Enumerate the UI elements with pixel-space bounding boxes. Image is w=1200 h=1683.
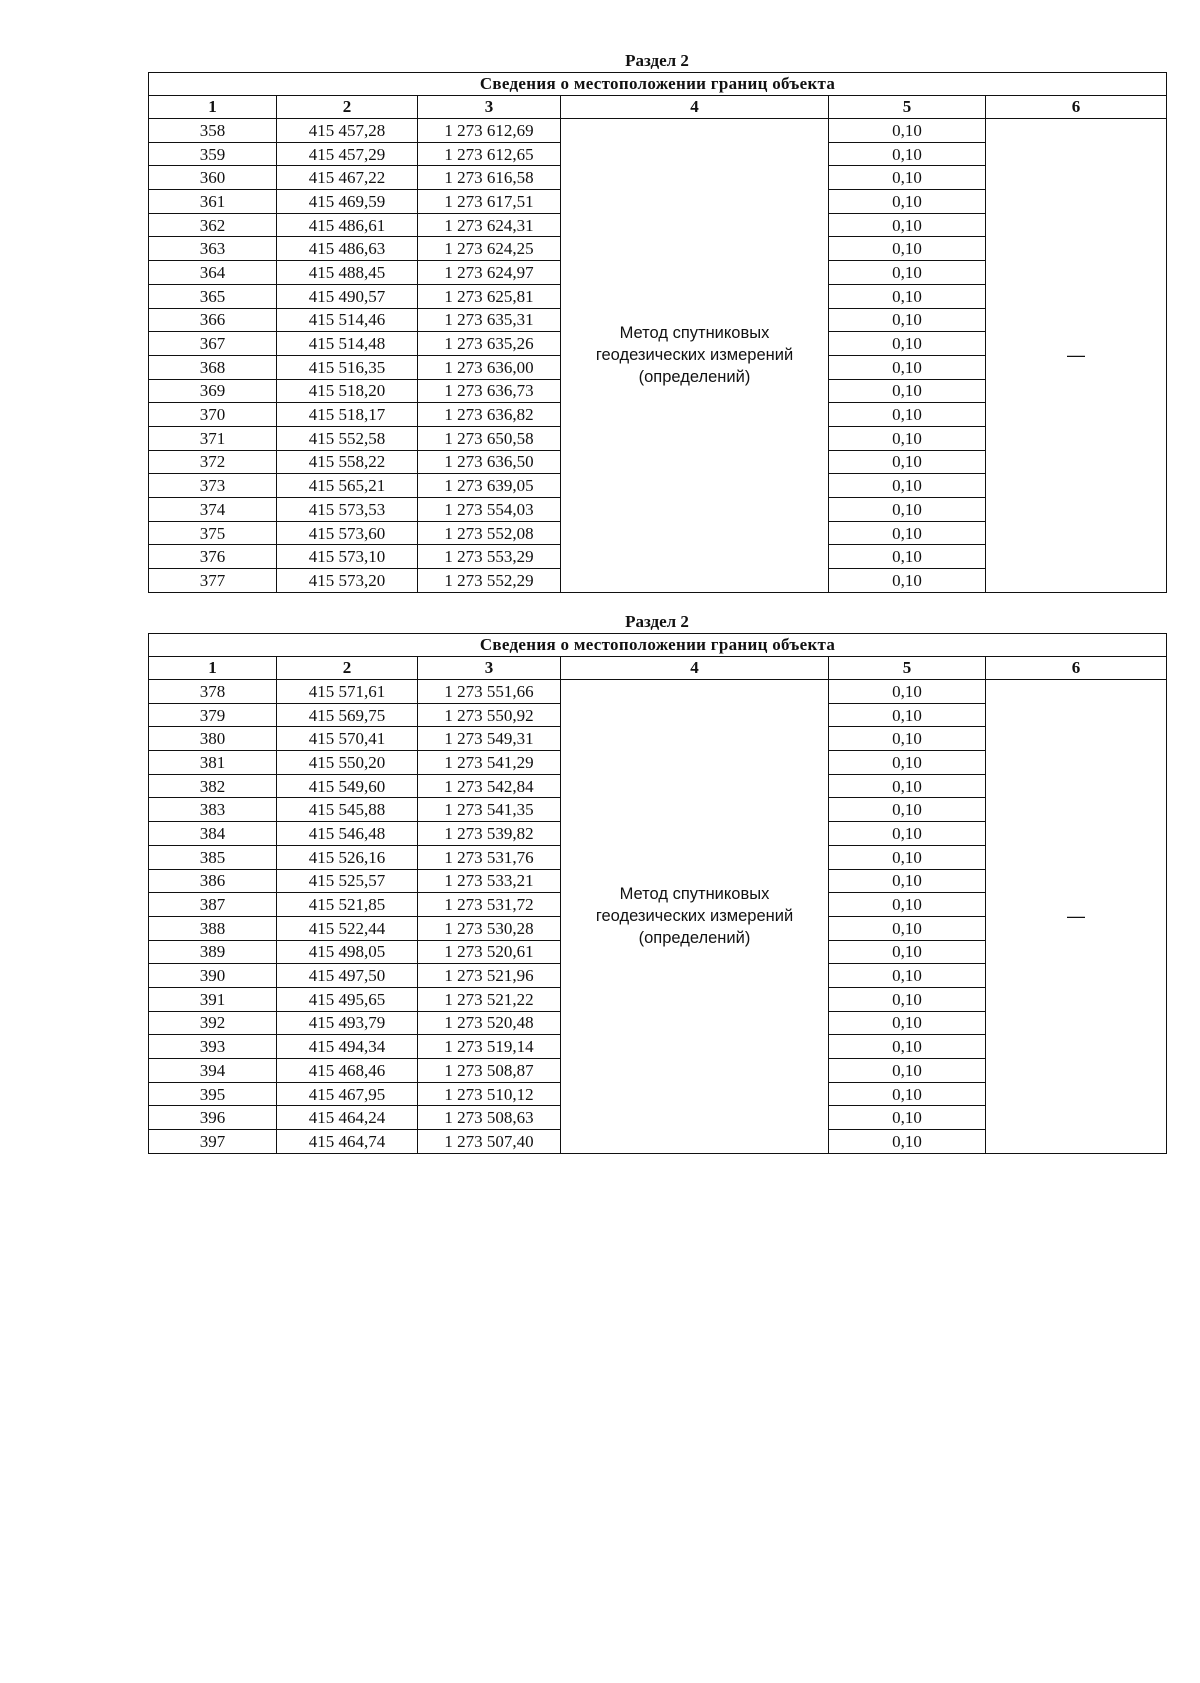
point-number-cell: 389 [149, 940, 277, 964]
accuracy-cell: 0,10 [829, 379, 986, 403]
x-coordinate-cell: 415 468,46 [277, 1059, 418, 1083]
column-number-6: 6 [986, 96, 1167, 119]
method-text-line: геодезических измерений [595, 346, 794, 365]
x-coordinate-cell: 415 494,34 [277, 1035, 418, 1059]
x-coordinate-cell: 415 490,57 [277, 284, 418, 308]
x-coordinate-cell: 415 488,45 [277, 261, 418, 285]
x-coordinate-cell: 415 518,17 [277, 403, 418, 427]
table-body [149, 680, 1167, 1154]
point-number-cell: 371 [149, 426, 277, 450]
point-number-cell: 387 [149, 893, 277, 917]
method-cell [561, 680, 829, 1154]
x-coordinate-cell: 415 464,74 [277, 1130, 418, 1154]
y-coordinate-cell: 1 273 520,61 [418, 940, 561, 964]
column-number-4: 4 [561, 96, 829, 119]
y-coordinate-cell: 1 273 636,50 [418, 450, 561, 474]
accuracy-cell: 0,10 [829, 166, 986, 190]
section-2 [148, 611, 1166, 1154]
boundary-table [148, 633, 1167, 1154]
y-coordinate-cell: 1 273 636,82 [418, 403, 561, 427]
accuracy-cell: 0,10 [829, 1106, 986, 1130]
accuracy-cell: 0,10 [829, 869, 986, 893]
y-coordinate-cell: 1 273 510,12 [418, 1082, 561, 1106]
accuracy-cell: 0,10 [829, 498, 986, 522]
x-coordinate-cell: 415 549,60 [277, 774, 418, 798]
column-number-3: 3 [418, 657, 561, 680]
y-coordinate-cell: 1 273 554,03 [418, 498, 561, 522]
point-number-cell: 376 [149, 545, 277, 569]
point-number-cell: 360 [149, 166, 277, 190]
accuracy-cell: 0,10 [829, 751, 986, 775]
point-number-cell: 396 [149, 1106, 277, 1130]
accuracy-cell: 0,10 [829, 190, 986, 214]
accuracy-cell: 0,10 [829, 1082, 986, 1106]
column-number-4: 4 [561, 657, 829, 680]
accuracy-cell: 0,10 [829, 237, 986, 261]
accuracy-cell: 0,10 [829, 284, 986, 308]
x-coordinate-cell: 415 552,58 [277, 426, 418, 450]
table-row [149, 119, 1167, 143]
point-number-cell: 390 [149, 964, 277, 988]
accuracy-cell: 0,10 [829, 940, 986, 964]
accuracy-cell: 0,10 [829, 119, 986, 143]
point-number-cell: 395 [149, 1082, 277, 1106]
x-coordinate-cell: 415 573,10 [277, 545, 418, 569]
method-text-line: Метод спутниковых [619, 885, 770, 904]
accuracy-cell: 0,10 [829, 1059, 986, 1083]
y-coordinate-cell: 1 273 541,29 [418, 751, 561, 775]
point-number-cell: 384 [149, 822, 277, 846]
y-coordinate-cell: 1 273 508,87 [418, 1059, 561, 1083]
y-coordinate-cell: 1 273 635,26 [418, 332, 561, 356]
y-coordinate-cell: 1 273 552,08 [418, 521, 561, 545]
accuracy-cell: 0,10 [829, 727, 986, 751]
y-coordinate-cell: 1 273 531,76 [418, 845, 561, 869]
x-coordinate-cell: 415 495,65 [277, 987, 418, 1011]
y-coordinate-cell: 1 273 553,29 [418, 545, 561, 569]
y-coordinate-cell: 1 273 551,66 [418, 680, 561, 704]
point-number-cell: 379 [149, 703, 277, 727]
column-number-5: 5 [829, 657, 986, 680]
y-coordinate-cell: 1 273 616,58 [418, 166, 561, 190]
accuracy-cell: 0,10 [829, 845, 986, 869]
accuracy-cell: 0,10 [829, 1011, 986, 1035]
method-text-line: (определений) [638, 929, 751, 948]
x-coordinate-cell: 415 569,75 [277, 703, 418, 727]
y-coordinate-cell: 1 273 542,84 [418, 774, 561, 798]
y-coordinate-cell: 1 273 507,40 [418, 1130, 561, 1154]
column-number-5: 5 [829, 96, 986, 119]
point-number-cell: 383 [149, 798, 277, 822]
y-coordinate-cell: 1 273 612,65 [418, 142, 561, 166]
x-coordinate-cell: 415 522,44 [277, 916, 418, 940]
x-coordinate-cell: 415 550,20 [277, 751, 418, 775]
column-number-row [149, 657, 1167, 680]
accuracy-cell: 0,10 [829, 426, 986, 450]
column-number-1: 1 [149, 657, 277, 680]
point-number-cell: 393 [149, 1035, 277, 1059]
point-number-cell: 366 [149, 308, 277, 332]
point-number-cell: 386 [149, 869, 277, 893]
x-coordinate-cell: 415 525,57 [277, 869, 418, 893]
column-number-6: 6 [986, 657, 1167, 680]
x-coordinate-cell: 415 516,35 [277, 355, 418, 379]
x-coordinate-cell: 415 518,20 [277, 379, 418, 403]
section-title: Раздел 2 [625, 51, 689, 70]
accuracy-cell: 0,10 [829, 987, 986, 1011]
method-text-line: (определений) [638, 368, 751, 387]
y-coordinate-cell: 1 273 533,21 [418, 869, 561, 893]
y-coordinate-cell: 1 273 625,81 [418, 284, 561, 308]
accuracy-cell: 0,10 [829, 964, 986, 988]
x-coordinate-cell: 415 558,22 [277, 450, 418, 474]
y-coordinate-cell: 1 273 521,96 [418, 964, 561, 988]
x-coordinate-cell: 415 565,21 [277, 474, 418, 498]
x-coordinate-cell: 415 493,79 [277, 1011, 418, 1035]
y-coordinate-cell: 1 273 539,82 [418, 822, 561, 846]
table-caption: Сведения о местоположении границ объекта [149, 634, 1167, 657]
point-number-cell: 392 [149, 1011, 277, 1035]
point-number-cell: 372 [149, 450, 277, 474]
x-coordinate-cell: 415 573,53 [277, 498, 418, 522]
accuracy-cell: 0,10 [829, 142, 986, 166]
column-number-3: 3 [418, 96, 561, 119]
point-number-cell: 378 [149, 680, 277, 704]
point-number-cell: 375 [149, 521, 277, 545]
point-number-cell: 394 [149, 1059, 277, 1083]
accuracy-cell: 0,10 [829, 798, 986, 822]
x-coordinate-cell: 415 521,85 [277, 893, 418, 917]
method-text-line: Метод спутниковых [619, 324, 770, 343]
y-coordinate-cell: 1 273 650,58 [418, 426, 561, 450]
y-coordinate-cell: 1 273 531,72 [418, 893, 561, 917]
accuracy-cell: 0,10 [829, 916, 986, 940]
y-coordinate-cell: 1 273 541,35 [418, 798, 561, 822]
x-coordinate-cell: 415 546,48 [277, 822, 418, 846]
y-coordinate-cell: 1 273 612,69 [418, 119, 561, 143]
column-number-row [149, 96, 1167, 119]
x-coordinate-cell: 415 573,20 [277, 569, 418, 593]
y-coordinate-cell: 1 273 508,63 [418, 1106, 561, 1130]
point-number-cell: 370 [149, 403, 277, 427]
accuracy-cell: 0,10 [829, 332, 986, 356]
y-coordinate-cell: 1 273 636,73 [418, 379, 561, 403]
accuracy-cell: 0,10 [829, 521, 986, 545]
accuracy-cell: 0,10 [829, 355, 986, 379]
y-coordinate-cell: 1 273 519,14 [418, 1035, 561, 1059]
accuracy-cell: 0,10 [829, 213, 986, 237]
x-coordinate-cell: 415 545,88 [277, 798, 418, 822]
accuracy-cell: 0,10 [829, 261, 986, 285]
method-text-line: геодезических измерений [595, 907, 794, 926]
point-number-cell: 369 [149, 379, 277, 403]
accuracy-cell: 0,10 [829, 450, 986, 474]
y-coordinate-cell: 1 273 549,31 [418, 727, 561, 751]
accuracy-cell: 0,10 [829, 680, 986, 704]
y-coordinate-cell: 1 273 521,22 [418, 987, 561, 1011]
accuracy-cell: 0,10 [829, 545, 986, 569]
point-number-cell: 365 [149, 284, 277, 308]
accuracy-cell: 0,10 [829, 774, 986, 798]
x-coordinate-cell: 415 467,95 [277, 1082, 418, 1106]
x-coordinate-cell: 415 457,29 [277, 142, 418, 166]
point-number-cell: 381 [149, 751, 277, 775]
x-coordinate-cell: 415 497,50 [277, 964, 418, 988]
x-coordinate-cell: 415 570,41 [277, 727, 418, 751]
y-coordinate-cell: 1 273 636,00 [418, 355, 561, 379]
table-body [149, 119, 1167, 593]
accuracy-cell: 0,10 [829, 822, 986, 846]
y-coordinate-cell: 1 273 520,48 [418, 1011, 561, 1035]
column-number-1: 1 [149, 96, 277, 119]
boundary-table [148, 72, 1167, 593]
x-coordinate-cell: 415 457,28 [277, 119, 418, 143]
point-number-cell: 359 [149, 142, 277, 166]
point-number-cell: 373 [149, 474, 277, 498]
point-number-cell: 380 [149, 727, 277, 751]
y-coordinate-cell: 1 273 552,29 [418, 569, 561, 593]
accuracy-cell: 0,10 [829, 1035, 986, 1059]
y-coordinate-cell: 1 273 617,51 [418, 190, 561, 214]
point-number-cell: 363 [149, 237, 277, 261]
y-coordinate-cell: 1 273 624,25 [418, 237, 561, 261]
point-number-cell: 367 [149, 332, 277, 356]
point-number-cell: 397 [149, 1130, 277, 1154]
point-number-cell: 377 [149, 569, 277, 593]
point-number-cell: 358 [149, 119, 277, 143]
point-number-cell: 368 [149, 355, 277, 379]
column-6-cell: — [986, 680, 1167, 1154]
accuracy-cell: 0,10 [829, 569, 986, 593]
table-caption: Сведения о местоположении границ объекта [149, 73, 1167, 96]
accuracy-cell: 0,10 [829, 893, 986, 917]
point-number-cell: 385 [149, 845, 277, 869]
x-coordinate-cell: 415 464,24 [277, 1106, 418, 1130]
section-title: Раздел 2 [625, 612, 689, 631]
point-number-cell: 391 [149, 987, 277, 1011]
x-coordinate-cell: 415 571,61 [277, 680, 418, 704]
accuracy-cell: 0,10 [829, 703, 986, 727]
section-1 [148, 50, 1166, 593]
point-number-cell: 364 [149, 261, 277, 285]
x-coordinate-cell: 415 486,61 [277, 213, 418, 237]
point-number-cell: 388 [149, 916, 277, 940]
y-coordinate-cell: 1 273 530,28 [418, 916, 561, 940]
y-coordinate-cell: 1 273 550,92 [418, 703, 561, 727]
point-number-cell: 374 [149, 498, 277, 522]
column-number-2: 2 [277, 657, 418, 680]
accuracy-cell: 0,10 [829, 474, 986, 498]
accuracy-cell: 0,10 [829, 308, 986, 332]
column-number-2: 2 [277, 96, 418, 119]
method-cell [561, 119, 829, 593]
accuracy-cell: 0,10 [829, 1130, 986, 1154]
point-number-cell: 361 [149, 190, 277, 214]
y-coordinate-cell: 1 273 624,31 [418, 213, 561, 237]
x-coordinate-cell: 415 498,05 [277, 940, 418, 964]
y-coordinate-cell: 1 273 624,97 [418, 261, 561, 285]
y-coordinate-cell: 1 273 639,05 [418, 474, 561, 498]
x-coordinate-cell: 415 486,63 [277, 237, 418, 261]
point-number-cell: 362 [149, 213, 277, 237]
x-coordinate-cell: 415 469,59 [277, 190, 418, 214]
point-number-cell: 382 [149, 774, 277, 798]
column-6-cell: — [986, 119, 1167, 593]
y-coordinate-cell: 1 273 635,31 [418, 308, 561, 332]
x-coordinate-cell: 415 467,22 [277, 166, 418, 190]
x-coordinate-cell: 415 514,46 [277, 308, 418, 332]
x-coordinate-cell: 415 526,16 [277, 845, 418, 869]
x-coordinate-cell: 415 573,60 [277, 521, 418, 545]
accuracy-cell: 0,10 [829, 403, 986, 427]
table-row [149, 680, 1167, 704]
x-coordinate-cell: 415 514,48 [277, 332, 418, 356]
